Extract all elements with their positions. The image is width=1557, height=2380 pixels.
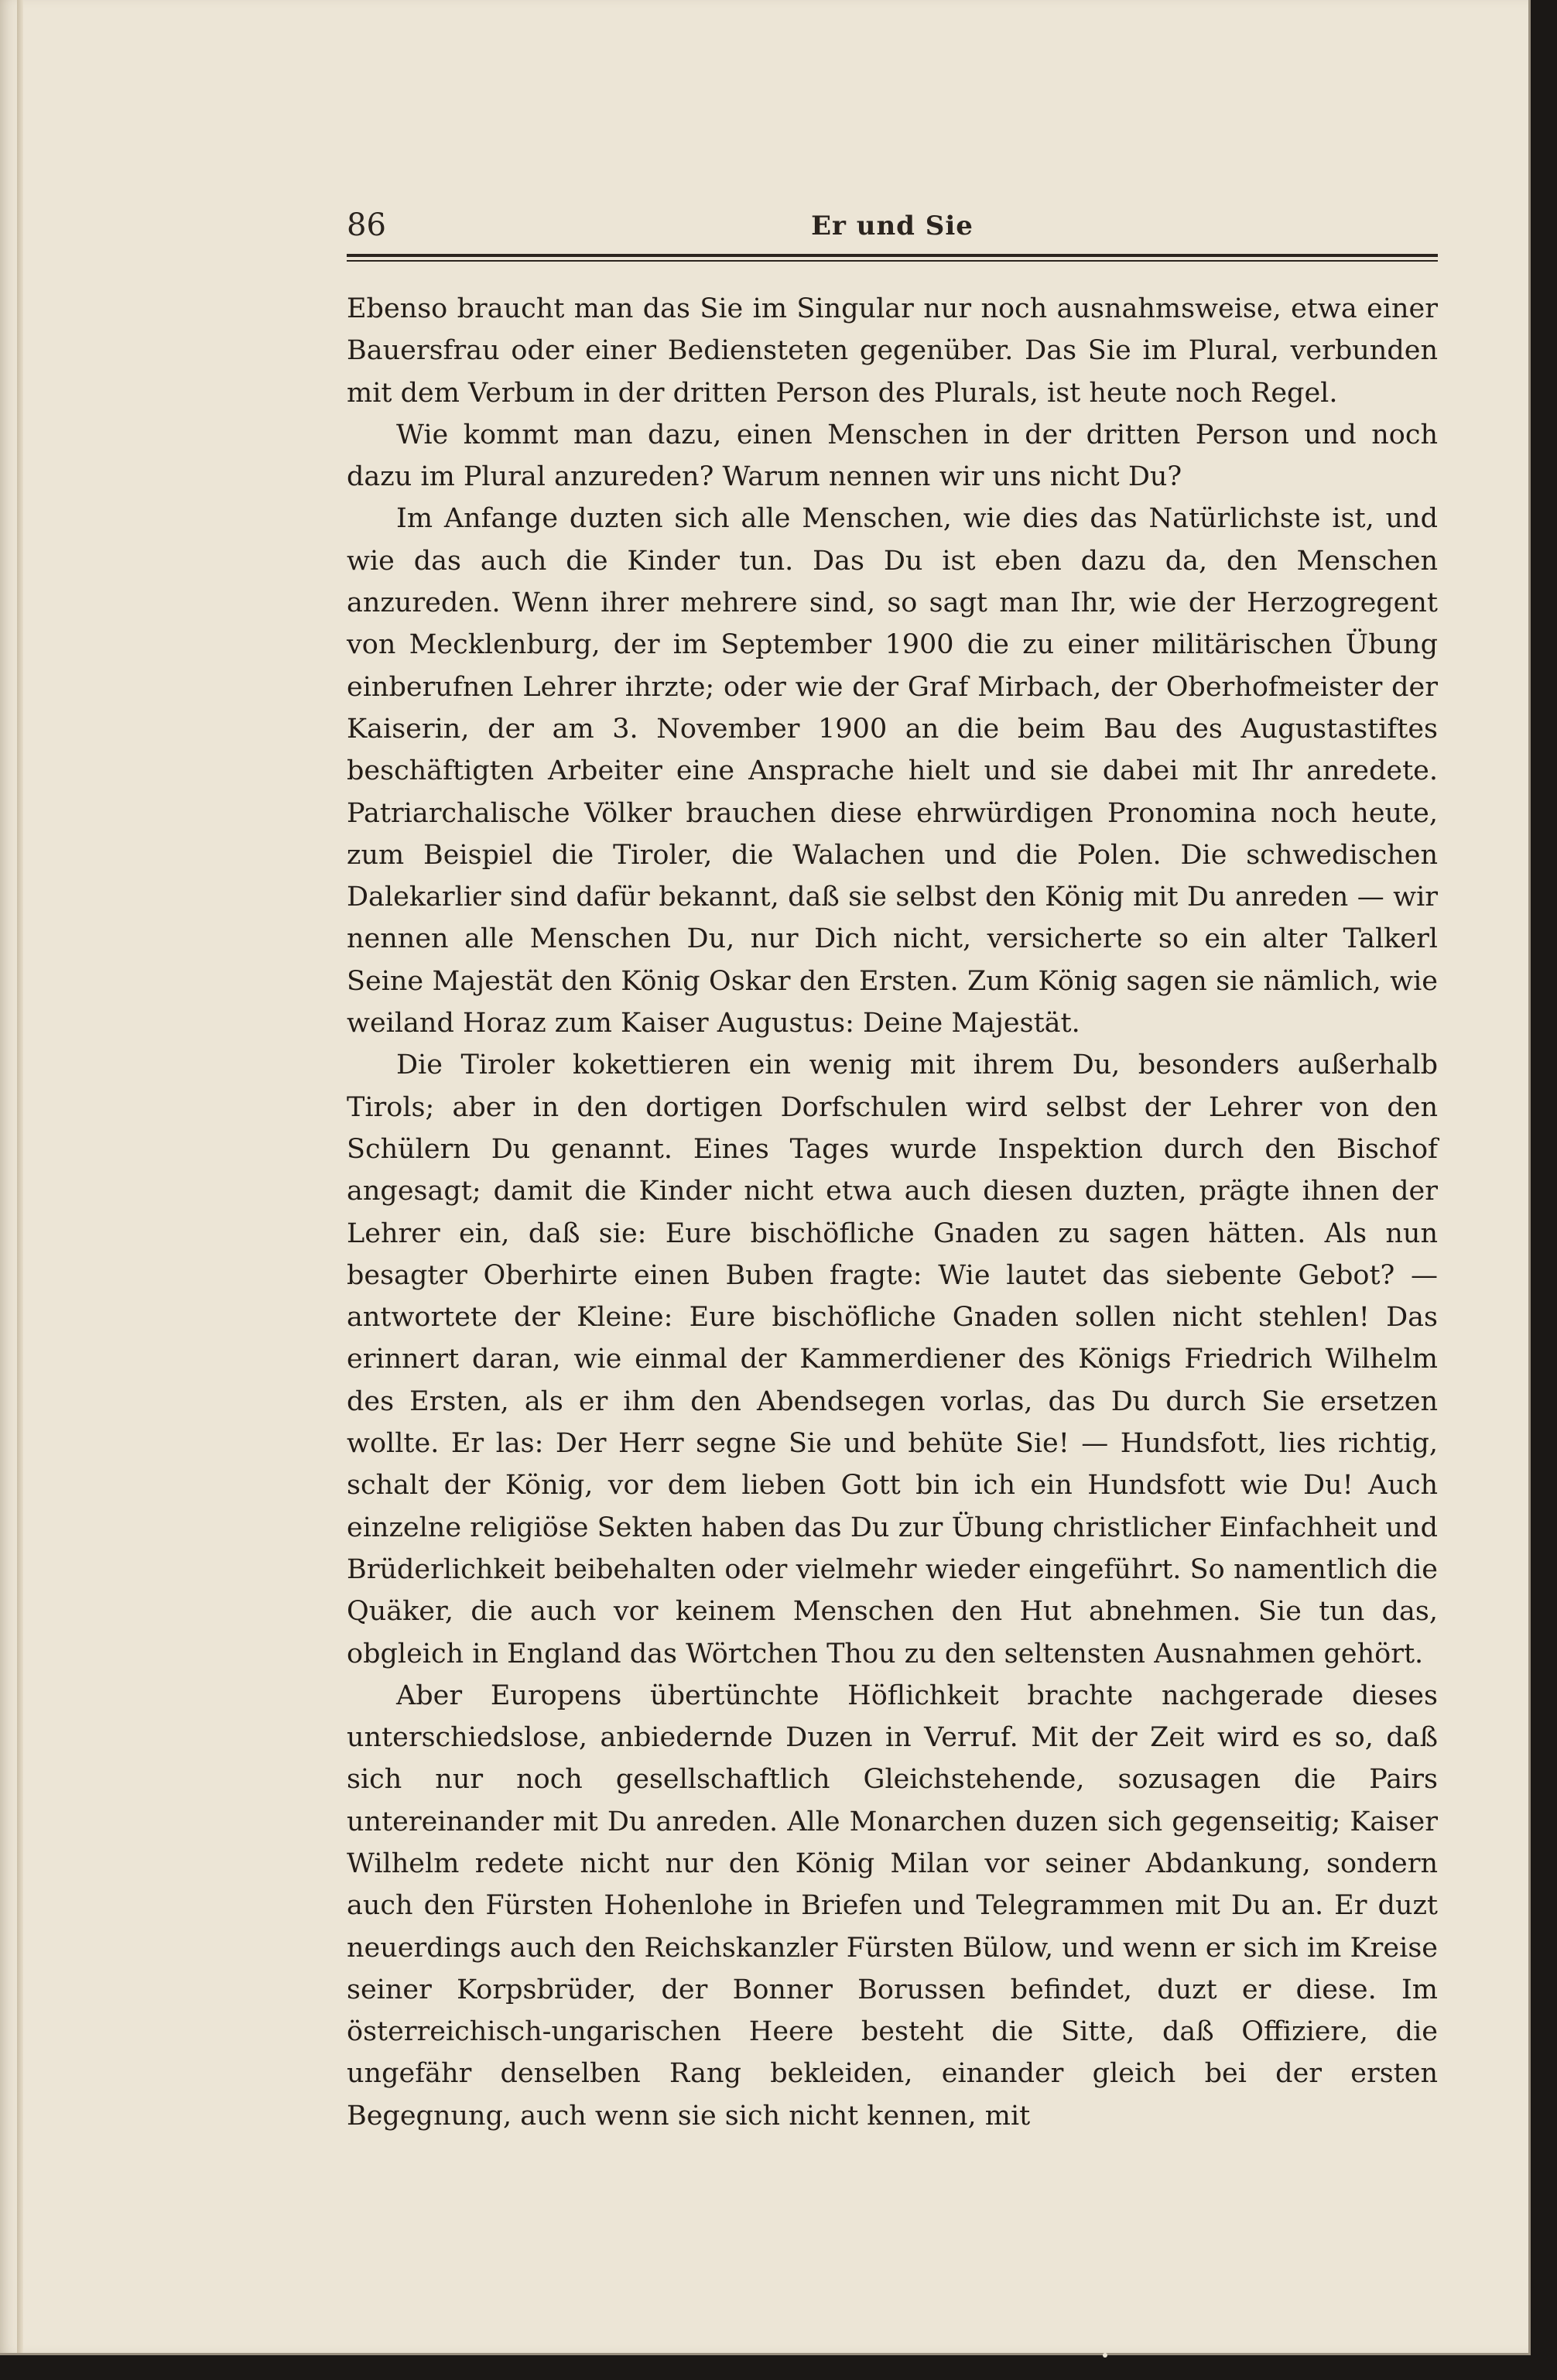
page-number: 86 bbox=[347, 207, 386, 243]
edge-dot bbox=[1103, 2353, 1107, 2358]
paragraph-4: Die Tiroler kokettieren ein wenig mit ihrem Du, besonders außerhalb Tirols; aber in den dortigen Dorfschulen wird selbst der Lehrer von den Schülern Du genannt. Eines Tages wurde Inspektion durch den Bischof angesagt; damit die Kinder nicht etwa auch diesen duzten, prägte ihnen der Lehrer ein, daß sie: Eure bischöfliche Gnaden zu sagen hätten. Als nun besagter Oberhirte einen Buben fragte: Wie lautet das siebente Gebot? — antwortete der Kleine: Eure bischöfliche Gnaden sollen nicht stehlen! Das erinnert daran, wie einmal der Kammerdiener des Königs Friedrich Wilhelm des Ersten, als er ihm den Abendsegen vorlas, das Du durch Sie ersetzen wollte. Er las: Der Herr segne Sie und behüte Sie! — Hundsfott, lies richtig, schalt der König, vor dem lieben Gott bin ich ein Hundsfott wie Du! Auch einzelne religiöse Sekten haben das Du zur Übung christlicher Einfachheit und Brüderlichkeit beibehalten oder vielmehr wieder eingeführt. So namentlich die Quäker, die auch vor keinem Menschen den Hut abnehmen. Sie tun das, obgleich in England das Wörtchen Thou zu den seltensten Ausnahmen gehört. bbox=[347, 1050, 1438, 1669]
paragraph-1: Ebenso braucht man das Sie im Singular nur noch ausnahmsweise, etwa einer Bauersfrau oder einer Bediensteten gegenüber. Das Sie im Plural, verbunden mit dem Verbum in der dritten Person des Plurals, ist heute noch Regel. bbox=[347, 293, 1438, 409]
body-text bbox=[347, 288, 1438, 2132]
paragraph-2: Wie kommt man dazu, einen Menschen in der dritten Person und noch dazu im Plural anzureden? Warum nennen wir uns nicht Du? bbox=[347, 419, 1438, 493]
paragraph-3: Im Anfange duzten sich alle Menschen, wie dies das Natürlichste ist, und wie das auch die Kinder tun. Das Du ist eben dazu da, den Menschen anzureden. Wenn ihrer mehrere sind, so sagt man Ihr, wie der Herzogregent von Mecklenburg, der im September 1900 die zu einer militärischen Übung einberufnen Lehrer ihrzte; oder wie der Graf Mirbach, der Oberhofmeister der Kaiserin, der am 3. November 1900 an die beim Bau des Augustastiftes beschäftigten Arbeiter eine Ansprache hielt und sie dabei mit Ihr anredete. Patriarchalische Völker brauchen diese ehrwürdigen Pronomina noch heute, zum Beispiel die Tiroler, die Walachen und die Polen. Die schwedischen Dalekarlier sind dafür bekannt, daß sie selbst den König mit Du anreden — wir nennen alle Menschen Du, nur Dich nicht, versicherte so ein alter Talkerl Seine Majestät den König Oskar den Ersten. Zum König sagen sie nämlich, wie weiland Horaz zum Kaiser Augustus: Deine Majestät. bbox=[347, 503, 1438, 1039]
header-rule-thick bbox=[347, 254, 1438, 257]
running-title: Er und Sie bbox=[811, 211, 974, 241]
page-binding-edge bbox=[17, 0, 23, 2353]
paragraph-5: Aber Europens übertünchte Höflichkeit brachte nachgerade dieses unterschiedslose, anbiedernde Duzen in Verruf. Mit der Zeit wird es so, daß sich nur noch gesellschaftlich Gleichstehende, sozusagen die Pairs untereinander mit Du anreden. Alle Monarchen duzen sich gegenseitig; Kaiser Wilhelm redete nicht nur den König Milan vor seiner Abdankung, sondern auch den Fürsten Hohenlohe in Briefen und Telegrammen mit Du an. Er duzt neuerdings auch den Reichskanzler Fürsten Bülow, und wenn er sich im Kreise seiner Korpsbrüder, der Bonner Borussen befindet, duzt er diese. Im österreichisch-ungarischen Heere besteht die Sitte, daß Offiziere, die ungefähr denselben Rang bekleiden, einander gleich bei der ersten Begegnung, auch wenn sie sich nicht kennen, mit bbox=[347, 1680, 1438, 2132]
page-header bbox=[347, 207, 1438, 254]
header-rule-thin bbox=[347, 260, 1438, 262]
